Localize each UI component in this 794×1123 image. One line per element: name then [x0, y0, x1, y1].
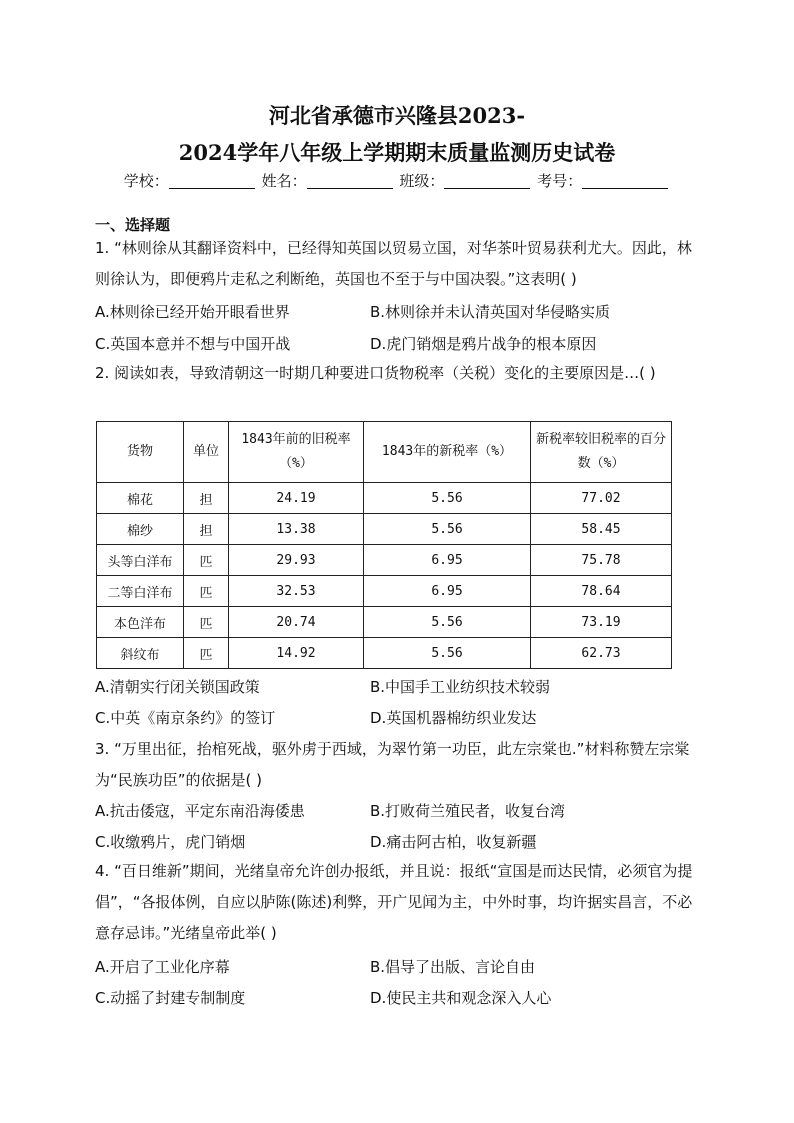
- question-4-option-d: D.使民主共和观念深入人心: [370, 989, 552, 1007]
- exam-title-line2: 2024学年八年级上学期期末质量监测历史试卷: [178, 140, 616, 165]
- question-2-option-b: B.中国手工业纺织技术较弱: [370, 678, 551, 696]
- table-cell: 二等白洋布: [97, 576, 184, 607]
- class-label: 班级：: [399, 172, 445, 190]
- table-row: [97, 638, 672, 669]
- question-2-option-a: A.清朝实行闭关锁国政策: [95, 678, 260, 696]
- table-cell: 6.95: [364, 576, 531, 607]
- question-2-option-c: C.中英《南京条约》的签订: [95, 709, 276, 727]
- question-1-option-d: D.虎门销烟是鸦片战争的根本原因: [370, 335, 597, 353]
- table-row: [97, 483, 672, 514]
- table-cell: 匹: [184, 638, 229, 669]
- table-cell: 6.95: [364, 545, 531, 576]
- class-blank: [444, 174, 530, 189]
- question-3-option-a: A.抗击倭寇，平定东南沿海倭患: [95, 802, 305, 820]
- question-3-stem: 3. “万里出征，抬棺死战，驱外虏于西域，为翠竹第一功臣，此左宗棠也.”材料称赞左宗棠为“民族功臣”的依据是( ): [95, 740, 690, 789]
- question-3-option-c: C.收缴鸦片，虎门销烟: [95, 833, 246, 851]
- table-header-cell: 单位: [184, 422, 229, 483]
- table-cell: 29.93: [229, 545, 364, 576]
- question-1-stem: 1. “林则徐从其翻译资料中，已经得知英国以贸易立国，对华茶叶贸易获利尤大。因此，林则徐认为，即便鸦片走私之利断绝，英国也不至于与中国决裂。”这表明( ): [95, 239, 692, 288]
- question-4-option-c: C.动摇了封建专制制度: [95, 989, 246, 1007]
- question-1-option-b: B.林则徐并未认清英国对华侵略实质: [370, 303, 611, 321]
- table-cell: 棉花: [97, 483, 184, 514]
- question-3-option-b: B.打败荷兰殖民者，收复台湾: [370, 802, 566, 820]
- tariff-table: [96, 421, 672, 669]
- table-cell: 担: [184, 514, 229, 545]
- table-cell: 5.56: [364, 607, 531, 638]
- table-row: [97, 514, 672, 545]
- table-row: [97, 545, 672, 576]
- question-2-stem: 2. 阅读如表，导致清朝这一时期几种要进口货物税率（关税）变化的主要原因是…( ): [95, 364, 656, 382]
- exam-title-line1: 河北省承德市兴隆县2023-: [268, 103, 526, 128]
- table-cell: 73.19: [531, 607, 672, 638]
- name-label: 姓名：: [261, 172, 307, 190]
- question-1-option-c: C.英国本意并不想与中国开战: [95, 335, 291, 353]
- table-cell: 5.56: [364, 638, 531, 669]
- table-cell: 匹: [184, 607, 229, 638]
- question-4-option-b: B.倡导了出版、言论自由: [370, 958, 536, 976]
- table-cell: 75.78: [531, 545, 672, 576]
- table-row: [97, 576, 672, 607]
- name-blank: [307, 174, 393, 189]
- table-cell: 32.53: [229, 576, 364, 607]
- table-header-cell: 1843年的新税率（%）: [364, 422, 531, 483]
- question-3-option-d: D.痛击阿古柏，收复新疆: [370, 833, 537, 851]
- table-row: [97, 607, 672, 638]
- school-label: 学校：: [123, 172, 169, 190]
- school-blank: [169, 174, 255, 189]
- table-cell: 棉纱: [97, 514, 184, 545]
- table-cell: 58.45: [531, 514, 672, 545]
- student-info-row: [0, 170, 794, 191]
- table-cell: 匹: [184, 576, 229, 607]
- table-cell: 14.92: [229, 638, 364, 669]
- table-cell: 13.38: [229, 514, 364, 545]
- table-header-cell: 新税率较旧税率的百分数（%）: [531, 422, 672, 483]
- table-header-row: [97, 422, 672, 483]
- table-header-cell: 1843年前的旧税率（%）: [229, 422, 364, 483]
- section-title: 一、选择题: [95, 216, 171, 234]
- table-cell: 5.56: [364, 514, 531, 545]
- table-cell: 24.19: [229, 483, 364, 514]
- question-4-stem: 4. “百日维新”期间，光绪皇帝允许创办报纸，并且说：报纸“宣国是而达民情，必须官为提倡”，“各报体例，自应以胪陈(陈述)利弊，开广见闻为主，中外时事，均许据实昌言，不必意存忌讳。”光绪皇帝此举( ): [95, 862, 693, 942]
- table-cell: 本色洋布: [97, 607, 184, 638]
- table-cell: 担: [184, 483, 229, 514]
- table-cell: 20.74: [229, 607, 364, 638]
- table-cell: 77.02: [531, 483, 672, 514]
- exam-number-label: 考号：: [537, 172, 583, 190]
- table-header-cell: 货物: [97, 422, 184, 483]
- table-cell: 78.64: [531, 576, 672, 607]
- question-2-option-d: D.英国机器棉纺织业发达: [370, 709, 537, 727]
- table-cell: 头等白洋布: [97, 545, 184, 576]
- table-cell: 62.73: [531, 638, 672, 669]
- question-4-option-a: A.开启了工业化序幕: [95, 958, 230, 976]
- table-cell: 匹: [184, 545, 229, 576]
- exam-number-blank: [582, 174, 668, 189]
- table-cell: 斜纹布: [97, 638, 184, 669]
- table-cell: 5.56: [364, 483, 531, 514]
- question-1-option-a: A.林则徐已经开始开眼看世界: [95, 303, 290, 321]
